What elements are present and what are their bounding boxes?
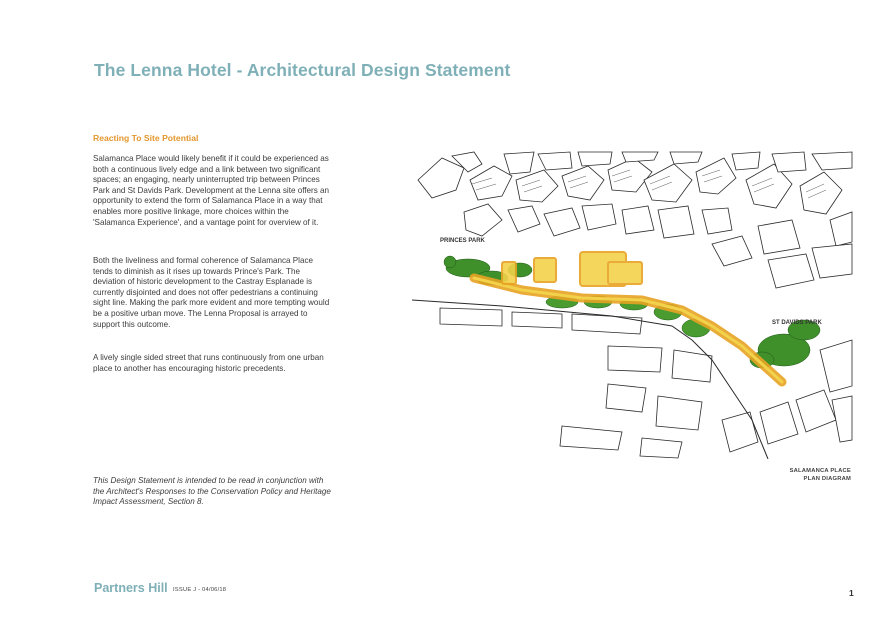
paragraph-single-sided-street: A lively single sided street that runs continuously from one urban place to another has encouraging historic precedents. <box>93 353 324 373</box>
princes-park-label: PRINCES PARK <box>440 238 485 244</box>
footer-brand: Partners Hill <box>94 581 168 595</box>
salamanca-place-plan-diagram <box>412 150 855 459</box>
footer-issue: ISSUE J - 04/06/18 <box>173 587 227 593</box>
paragraph-liveliness: Both the liveliness and formal coherence of Salamanca Place tends to diminish as it rises up towards Prince's Park. The deviation of historic development to the Castray Esplanade is currently disjointed and does not offer pedestrians a continuing sight line. Making the park more evident and more tempting would be a positive urban move. The Lenna Proposal is arrayed to support this outcome. <box>93 256 330 329</box>
st-davids-park-label: ST DAVIDS PARK <box>772 320 822 326</box>
paragraph-site-potential: Salamanca Place would likely benefit if it could be experienced as both a continuous lively edge and a link between two significant spaces; an engaging, nearly uninterrupted trip between Princes Park and St Davids Park. Development at the Lenna site offers an opportunity to extend the form of Salamanca Place in a way that enables more positive linkage, more choices within the 'Salamanca Experience', and a vantage point for overview of it. <box>93 154 330 227</box>
page-number: 1 <box>849 588 854 598</box>
map-caption-line1: SALAMANCA PLACE <box>789 468 851 474</box>
section-heading: Reacting To Site Potential <box>93 133 199 143</box>
design-statement-note: This Design Statement is intended to be read in conjunction with the Architect's Responses to the Conservation Policy and Heritage Impact Assessment, Section 8. <box>93 476 331 507</box>
page-title: The Lenna Hotel - Architectural Design Statement <box>94 60 511 80</box>
map-caption-line2: PLAN DIAGRAM <box>803 476 851 482</box>
map-caption <box>790 467 851 483</box>
